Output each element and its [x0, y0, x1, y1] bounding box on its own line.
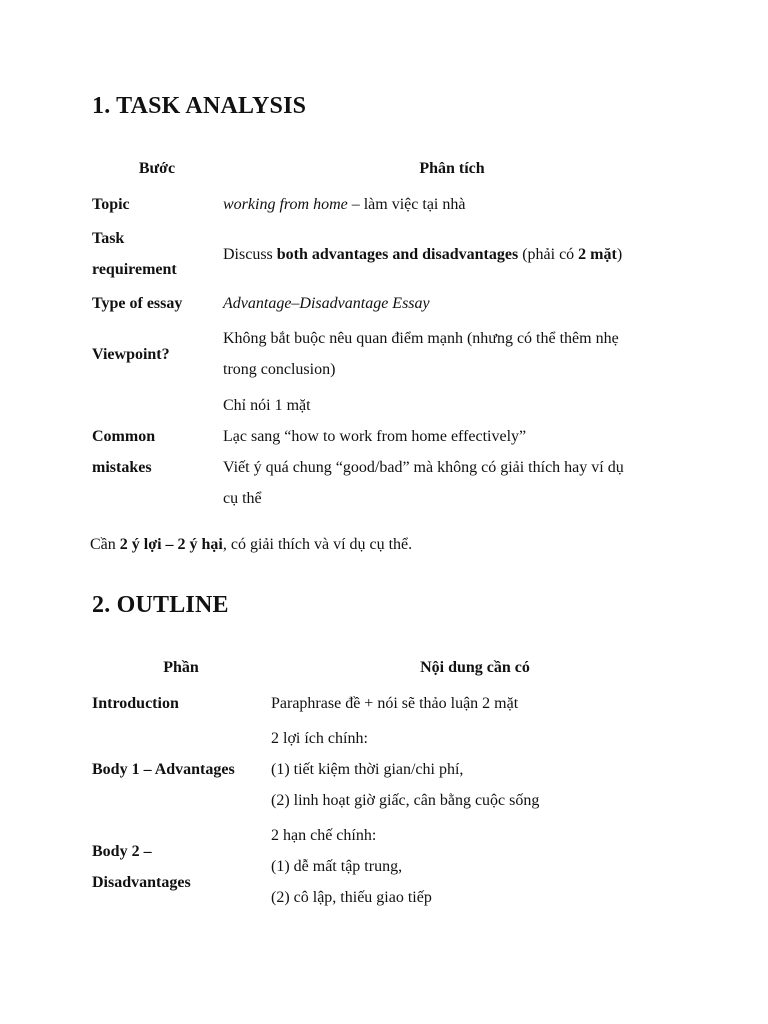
outline-row-body1 — [92, 721, 682, 818]
outline-row-intro — [92, 685, 682, 721]
row-value-viewpoint — [223, 323, 619, 385]
table-header-row — [92, 153, 682, 184]
section-title-outline: 2. OUTLINE — [92, 592, 229, 618]
table-row-requirement — [92, 222, 682, 286]
topic-rest-text: – làm việc tại nhà — [347, 195, 466, 213]
type-italic-text: Advantage–Disadvantage Essay — [223, 294, 430, 312]
mistakes-line3: Viết ý quá chung “good/bad” mà không có giải thích hay ví dụ — [223, 459, 624, 476]
table-row-mistakes — [92, 388, 682, 516]
requirement-text-1: Discuss — [223, 245, 277, 263]
requirement-text-3: ) — [616, 245, 623, 263]
row-value-requirement — [223, 239, 622, 270]
mistakes-line2: Lạc sang “how to work from home effectively” — [223, 428, 527, 445]
outline-label-intro: Introduction — [92, 694, 179, 712]
table-row-type — [92, 286, 682, 320]
note-text-2: , có giải thích và ví dụ cụ thể. — [222, 536, 413, 553]
body1-line2: (1) tiết kiệm thời gian/chi phí, — [271, 761, 464, 778]
requirement-label-line1: Task — [92, 230, 125, 247]
body1-line3: (2) linh hoạt giờ giấc, cân bằng cuộc sống — [271, 792, 540, 809]
row-label-mistakes — [92, 421, 223, 483]
viewpoint-line2: trong conclusion) — [223, 361, 336, 378]
topic-italic-text: working from home — [223, 195, 348, 213]
requirement-bold-1: both advantages and disadvantages — [276, 245, 519, 263]
outline-table — [92, 652, 682, 915]
requirement-note — [90, 529, 412, 560]
viewpoint-line1: Không bắt buộc nêu quan điểm mạnh (nhưng có thể thêm nhẹ — [223, 330, 619, 347]
task-analysis-table — [92, 153, 682, 516]
mistakes-line4: cụ thể — [223, 490, 262, 507]
row-value-topic — [223, 189, 465, 220]
section-title-task-analysis: 1. TASK ANALYSIS — [92, 93, 307, 119]
body2-label-line1: Body 2 – — [92, 842, 152, 860]
outline-header-row — [92, 652, 682, 683]
note-text-1: Cần — [90, 536, 120, 553]
body2-line1: 2 hạn chế chính: — [271, 827, 377, 844]
requirement-label-line2: requirement — [92, 261, 177, 278]
body2-line2: (1) dễ mất tập trung, — [271, 858, 403, 875]
mistakes-label-line2: mistakes — [92, 459, 152, 476]
table-row-topic — [92, 186, 682, 222]
outline-value-body1 — [271, 723, 539, 816]
body2-line3: (2) cô lập, thiếu giao tiếp — [271, 889, 432, 906]
body1-line1: 2 lợi ích chính: — [271, 730, 368, 747]
row-value-type — [223, 288, 430, 319]
requirement-text-2: (phải có — [518, 245, 579, 263]
row-label-viewpoint: Viewpoint? — [92, 345, 170, 363]
requirement-bold-2: 2 mặt — [578, 245, 617, 263]
outline-label-body1: Body 1 – Advantages — [92, 761, 235, 778]
header-col-content: Nội dung cần có — [420, 659, 530, 676]
header-col-analysis: Phân tích — [419, 160, 485, 177]
table-row-viewpoint — [92, 320, 682, 388]
header-col-part: Phần — [163, 659, 199, 676]
row-label-topic: Topic — [92, 195, 130, 213]
row-label-type: Type of essay — [92, 294, 183, 312]
outline-row-body2 — [92, 818, 682, 915]
note-bold: 2 ý lợi – 2 ý hại — [119, 536, 223, 553]
mistakes-label-line1: Common — [92, 428, 156, 445]
outline-label-body2 — [92, 836, 271, 898]
body2-label-line2: Disadvantages — [92, 873, 191, 891]
outline-value-body2 — [271, 820, 432, 913]
outline-value-intro: Paraphrase đề + nói sẽ thảo luận 2 mặt — [271, 694, 519, 712]
header-col-step: Bước — [138, 160, 176, 177]
mistakes-line1: Chỉ nói 1 mặt — [223, 397, 311, 414]
row-value-mistakes — [223, 390, 624, 514]
row-label-requirement — [92, 223, 223, 285]
